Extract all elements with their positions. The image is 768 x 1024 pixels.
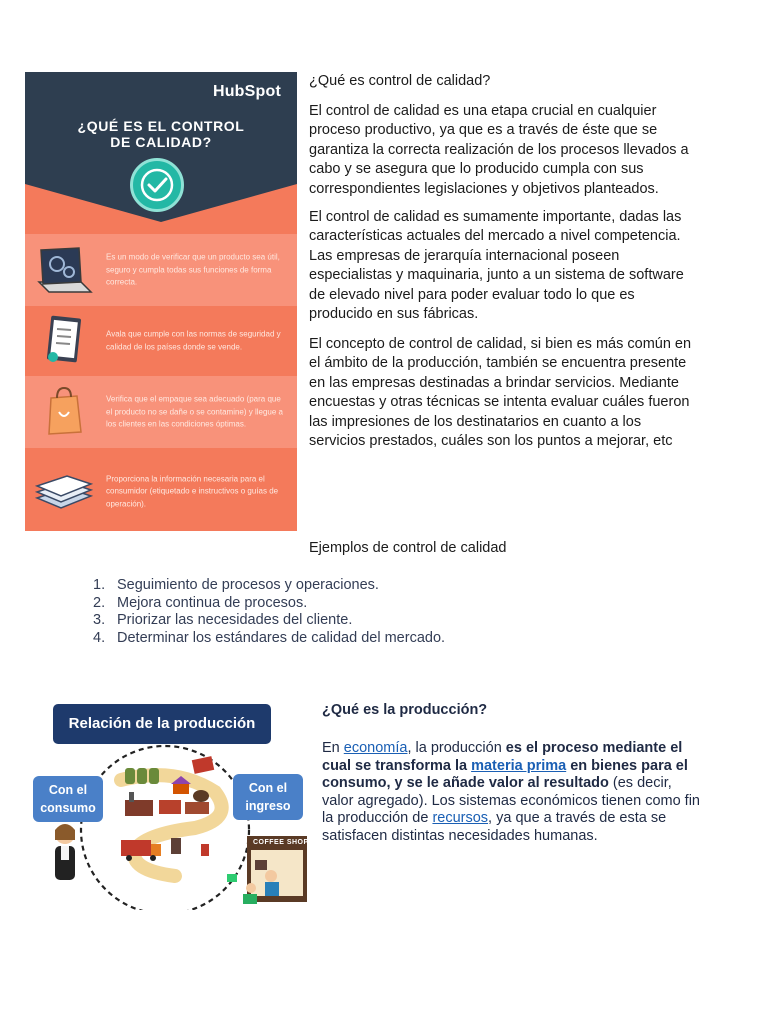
infographic-item-2 bbox=[25, 310, 297, 372]
production-paragraph bbox=[322, 740, 702, 846]
stacked-papers-icon bbox=[33, 464, 95, 520]
consumption-box bbox=[33, 776, 103, 822]
examples-list bbox=[75, 577, 445, 647]
text-segment: , ya que a través de esta se satisfacen distintas necesidades humanas. bbox=[322, 810, 667, 844]
list-number: 2. bbox=[93, 594, 106, 611]
examples-heading: Ejemplos de control de calidad bbox=[309, 540, 507, 556]
list-number: 1. bbox=[93, 577, 106, 593]
income-box-line1: Con el bbox=[248, 781, 288, 795]
list-item-text: Mejora continua de procesos. bbox=[117, 594, 308, 611]
infographic-title-line2: DE CALIDAD? bbox=[110, 134, 212, 150]
production-diagram-title: Relación de la producción bbox=[53, 704, 271, 744]
clipboard-checklist-icon bbox=[33, 313, 95, 369]
paragraph-text: El concepto de control de calidad, si bien es más común en el ámbito de la producción, también se encuentra presente en las empresas destinadas a brindar servicios. Mediante encuestas y otras técnicas se intenta evaluar cuáles fueron las impresiones de los destinatarios en cuanto a los servicios prestados, cuáles son los puntos a mejorar, etc bbox=[309, 336, 692, 450]
laptop-gears-icon bbox=[33, 242, 95, 298]
quality-control-paragraph-3 bbox=[309, 335, 701, 451]
list-item-text: Determinar los estándares de calidad del mercado. bbox=[117, 629, 446, 646]
infographic-item-3 bbox=[25, 376, 297, 448]
link-economia[interactable]: economía bbox=[343, 740, 408, 756]
quality-control-paragraph-1 bbox=[309, 102, 701, 199]
income-box-line2: ingreso bbox=[245, 799, 291, 813]
production-question: ¿Qué es la producción? bbox=[322, 702, 488, 718]
text-segment: , la producción bbox=[407, 740, 506, 756]
list-number: 4. bbox=[93, 629, 106, 646]
production-relation-diagram bbox=[25, 700, 313, 910]
list-item bbox=[75, 577, 445, 595]
consumption-box-line1: Con el bbox=[48, 783, 88, 797]
text-segment: En bbox=[322, 740, 344, 756]
infographic-item-3-text: Verifica que el empaque sea adecuado (para que el producto no se dañe o se contamine) y llegue a los clientes en las condiciones óptimas. bbox=[106, 394, 284, 429]
shopping-bag-icon bbox=[33, 384, 95, 440]
hubspot-logo: HubSpot bbox=[212, 83, 281, 100]
quality-control-question: ¿Qué es control de calidad? bbox=[309, 73, 491, 89]
list-item bbox=[75, 630, 445, 648]
link-materia-prima[interactable]: materia prima bbox=[471, 757, 567, 774]
list-item bbox=[75, 595, 445, 613]
infographic-item-1-text: Es un modo de verificar que un producto sea útil, seguro y cumpla todas sus funciones de forma correcta. bbox=[106, 252, 280, 287]
income-box bbox=[233, 774, 303, 820]
infographic-item-4 bbox=[25, 452, 297, 531]
infographic-item-1 bbox=[25, 234, 297, 306]
infographic-item-2-text: Avala que cumple con las normas de seguridad y calidad de los países donde se vende. bbox=[106, 329, 281, 351]
infographic-title-line1: ¿QUÉ ES EL CONTROL bbox=[77, 118, 245, 134]
bold-segment: es el proceso mediante el cual se transforma la bbox=[322, 740, 683, 774]
checkmark-badge-icon bbox=[130, 158, 184, 212]
list-item-text: Seguimiento de procesos y operaciones. bbox=[117, 577, 379, 593]
consumption-box-line2: consumo bbox=[40, 801, 96, 815]
text-segment: (es decir, valor agregado). Los sistemas económicos tienen como fin la producción de bbox=[322, 775, 700, 827]
list-item-text: Priorizar las necesidades del cliente. bbox=[117, 612, 353, 628]
paragraph-text: El control de calidad es sumamente importante, dadas las características actuales del mercado a nivel competencia. Las empresas de jerarquía internacional poseen especialistas y maquinaria, junto a un sistema de software de elevado nivel para poder evaluar todo lo que es producido en sus fábricas. bbox=[309, 209, 684, 323]
quality-control-paragraph-2 bbox=[309, 208, 701, 324]
quality-control-infographic bbox=[25, 72, 297, 531]
infographic-item-4-text: Proporciona la información necesaria para el consumidor (etiquetado e instructivos o guías de operación). bbox=[106, 473, 279, 508]
list-item bbox=[75, 612, 445, 630]
link-recursos[interactable]: recursos bbox=[432, 810, 489, 827]
infographic-title bbox=[25, 118, 297, 150]
list-number: 3. bbox=[93, 612, 106, 628]
paragraph-text: El control de calidad es una etapa crucial en cualquier proceso productivo, ya que es a través de éste que se garantiza la correcta realización de los procesos llevados a cabo y se asegura que lo producido cumpla con sus correspondientes legislaciones y objetivos planteados. bbox=[309, 103, 689, 197]
bold-segment: en bienes para el consumo, y se le añade valor al resultado bbox=[322, 757, 688, 792]
coffee-shop-sign: COFFEE SHOP bbox=[253, 839, 309, 846]
